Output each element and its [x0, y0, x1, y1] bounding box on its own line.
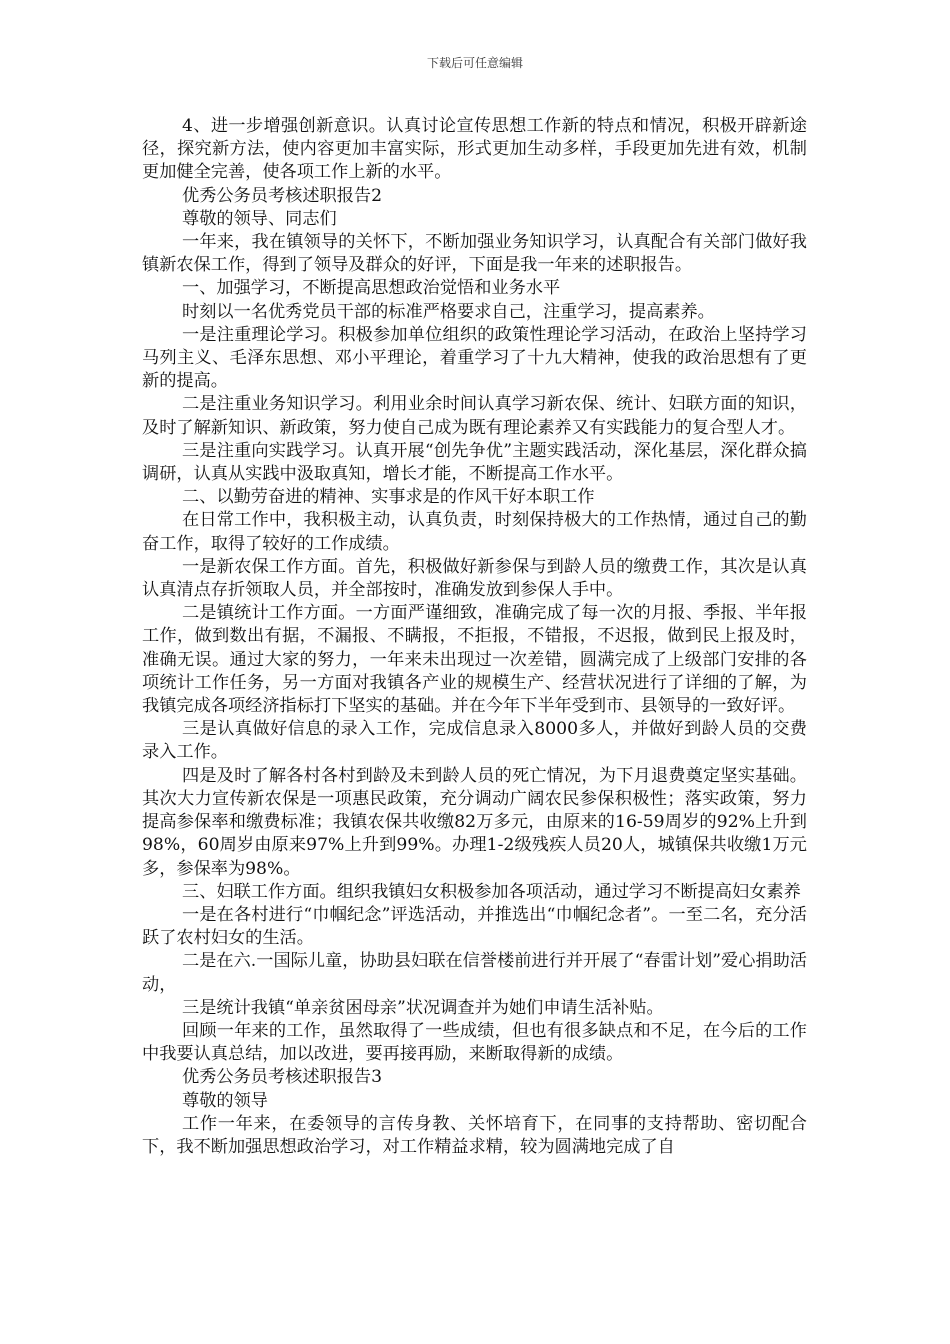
paragraph: 二是注重业务知识学习。利用业余时间认真学习新农保、统计、妇联方面的知识，及时了解新知识、新政策，努力使自己成为既有理论素养又有实践能力的复合型人才。: [142, 394, 807, 438]
paragraph: 一是新农保工作方面。首先，积极做好新参保与到龄人员的缴费工作，其次是认真认真清点存折领取人员，并全部按时，准确发放到参保人手中。: [142, 556, 807, 601]
paragraph: 二是镇统计工作方面。一方面严谨细致，准确完成了每一次的月报、季报、半年报工作，做到数出有据，不漏报、不瞒报，不拒报，不错报，不迟报，做到民上报及时，准确无误。通过大家的努力，一年来未出现过一次差错，圆满完成了上级部门安排的各项统计工作任务，另一方面对我镇各产业的规模生产、经营状况进行了详细的了解，为我镇完成各项经济指标打下坚实的基础。并在今年下半年受到市、县领导的一致好评。: [142, 603, 807, 717]
section-title: 优秀公务员考核述职报告2: [182, 185, 382, 206]
paragraph: 一是在各村进行“巾帼纪念”评选活动，并推选出“巾帼纪念者”。一至二名，充分活跃了农村妇女的生活。: [142, 904, 807, 949]
paragraph: 在日常工作中，我积极主动，认真负责，时刻保持极大的工作热情，通过自己的勤奋工作，取得了较好的工作成绩。: [142, 510, 807, 554]
paragraph: 一年来，我在镇领导的关怀下，不断加强业务知识学习，认真配合有关部门做好我镇新农保工作，得到了领导及群众的好评，下面是我一年来的述职报告。: [142, 232, 807, 276]
section-heading: 二、以勤劳奋进的精神、实事求是的作风干好本职工作: [182, 487, 595, 508]
paragraph: 4、进一步增强创新意识。认真讨论宣传思想工作新的特点和情况，积极开辟新途径，探究新方法，使内容更加丰富实际，形式更加生动多样，手段更加先进有效，机制更加健全完善，使各项工作上新的水平。: [142, 116, 807, 183]
paragraph: 回顾一年来的工作，虽然取得了一些成绩，但也有很多缺点和不足，在今后的工作中我要认真总结，加以改进，要再接再励，来断取得新的成绩。: [142, 1020, 807, 1065]
section-title: 优秀公务员考核述职报告3: [182, 1067, 382, 1088]
salutation: 尊敬的领导、同志们: [182, 208, 337, 229]
document-body: [142, 115, 807, 1159]
page-header-note: 下载后可任意编辑: [426, 56, 523, 70]
section-heading: 三、妇联工作方面。组织我镇妇女积极参加各项活动，通过学习不断提高妇女素养: [182, 881, 801, 902]
paragraph: 时刻以一名优秀党员干部的标准严格要求自己，注重学习，提高素养。: [182, 301, 715, 322]
paragraph: 二是在六.一国际儿童，协助县妇联在信誉楼前进行并开展了“春雷计划”爱心捐助活动，: [142, 951, 807, 995]
salutation: 尊敬的领导: [182, 1090, 268, 1111]
paragraph: 四是及时了解各村各村到龄及未到龄人员的死亡情况，为下月退费奠定坚实基础。其次大力宣传新农保是一项惠民政策，充分调动广阔农民参保积极性；落实政策，努力提高参保率和缴费标准；我镇农保共收缴82万多元，由原来的16-59周岁的92%上升到98%，60周岁由原来97%上升到99%。办理1-2级残疾人员20人，城镇保共收缴1万元多，参保率为98%。: [142, 765, 807, 879]
section-heading: 一、加强学习，不断提高思想政治觉悟和业务水平: [182, 278, 561, 299]
paragraph: 工作一年来，在委领导的言传身教、关怀培育下，在同事的支持帮助、密切配合下，我不断加强思想政治学习，对工作精益求精，较为圆满地完成了自: [142, 1113, 807, 1157]
paragraph: 三是认真做好信息的录入工作，完成信息录入8000多人，并做好到龄人员的交费录入工作。: [142, 719, 807, 763]
paragraph: 三是注重向实践学习。认真开展“创先争优”主题实践活动，深化基层，深化群众搞调研，认真从实践中汲取真知，增长才能，不断提高工作水平。: [142, 440, 807, 485]
paragraph: 三是统计我镇“单亲贫困母亲”状况调查并为她们申请生活补贴。: [182, 997, 664, 1018]
paragraph: 一是注重理论学习。积极参加单位组织的政策性理论学习活动，在政治上坚持学习马列主义、毛泽东思想、邓小平理论，着重学习了十九大精神，使我的政治思想有了更新的提高。: [142, 324, 807, 392]
